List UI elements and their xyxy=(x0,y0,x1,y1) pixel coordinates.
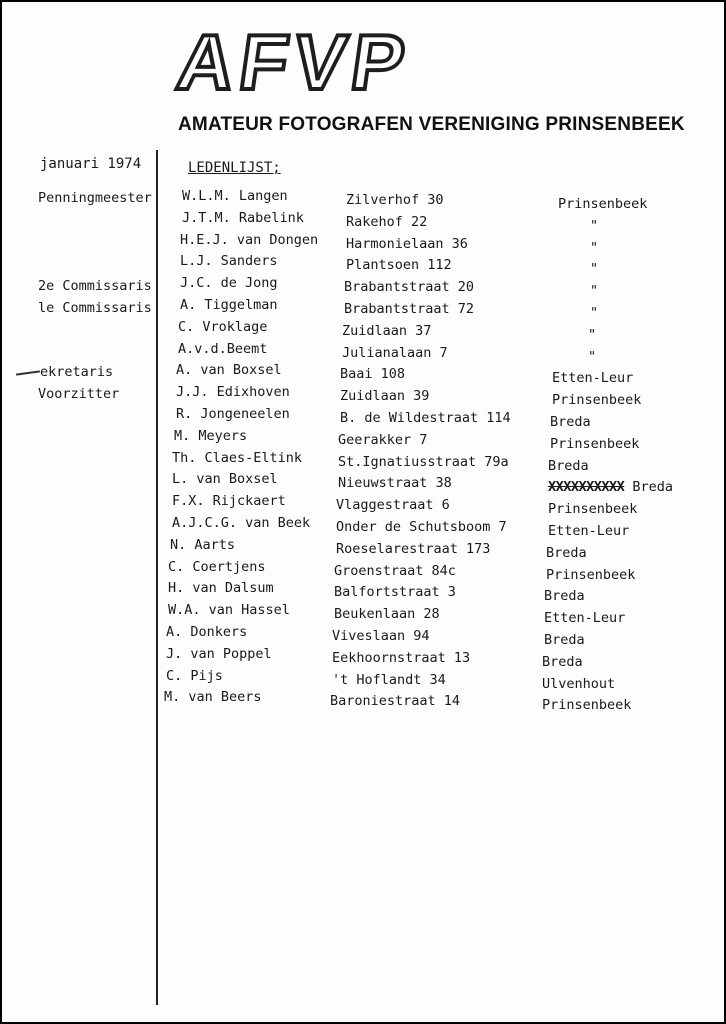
member-address: Eekhoornstraat 13 xyxy=(332,649,471,666)
role-sekretaris: ekretaris xyxy=(40,364,114,380)
member-name: H.E.J. van Dongen xyxy=(180,231,319,248)
member-address: Baroniestraat 14 xyxy=(330,693,461,710)
member-city: Breda xyxy=(544,588,585,605)
member-name: W.L.M. Langen xyxy=(182,188,288,204)
member-address: Nieuwstraat 38 xyxy=(338,475,452,492)
member-name: J.J. Edixhoven xyxy=(176,384,290,401)
member-address: Groenstraat 84c xyxy=(334,562,456,579)
member-name: Th. Claes-Eltink xyxy=(172,449,303,466)
role-1e-commissaris: le Commissaris xyxy=(38,300,152,316)
member-city: " xyxy=(588,326,597,343)
member-address: Balfortstraat 3 xyxy=(334,584,456,601)
member-name: A. van Boxsel xyxy=(176,362,282,379)
member-address: Vlaggestraat 6 xyxy=(336,497,450,514)
member-name: R. Jongeneelen xyxy=(176,406,290,422)
member-city: Prinsenbeek xyxy=(548,501,638,518)
role-penningmeester: Penningmeester xyxy=(38,190,152,206)
member-name: C. Vroklage xyxy=(178,318,268,335)
member-city: Etten-Leur xyxy=(544,610,626,627)
member-name: M. van Beers xyxy=(164,689,262,706)
member-city: Etten-Leur xyxy=(548,523,630,539)
role-2e-commissaris: 2e Commissaris xyxy=(38,278,152,294)
member-address: Baai 108 xyxy=(340,366,406,383)
member-name: A. Tiggelman xyxy=(180,297,278,313)
member-city: Breda xyxy=(544,632,585,648)
member-city: Breda xyxy=(548,457,589,474)
member-address: Zilverhof 30 xyxy=(346,192,444,208)
member-address: Zuidlaan 37 xyxy=(342,322,432,339)
member-name: J.C. de Jong xyxy=(180,275,278,292)
margin-rule xyxy=(156,150,158,1005)
member-city: Prinsenbeek xyxy=(558,196,648,212)
member-city-text: Breda xyxy=(632,479,674,496)
handwritten-mark xyxy=(16,370,40,375)
member-address: St.Ignatiusstraat 79a xyxy=(338,453,509,470)
member-city: Etten-Leur xyxy=(552,370,634,387)
member-name: A.v.d.Beemt xyxy=(178,340,268,357)
member-address: Zuidlaan 39 xyxy=(340,388,430,405)
member-city xyxy=(548,479,673,495)
member-name: L. van Boxsel xyxy=(172,471,278,488)
logo-text: AFVP xyxy=(171,18,417,106)
member-name: N. Aarts xyxy=(170,536,236,553)
member-name: H. van Dalsum xyxy=(168,580,274,597)
member-name: J. van Poppel xyxy=(166,645,272,662)
member-city: Prinsenbeek xyxy=(542,697,632,714)
member-address: Harmonielaan 36 xyxy=(346,235,468,252)
member-address: Rakehof 22 xyxy=(346,213,428,230)
member-city: Prinsenbeek xyxy=(546,566,636,583)
member-address: Plantsoen 112 xyxy=(346,257,452,274)
member-address: Viveslaan 94 xyxy=(332,628,430,644)
member-name: J.T.M. Rabelink xyxy=(182,209,304,226)
member-address: Roeselarestraat 173 xyxy=(336,540,491,557)
member-name: A.J.C.G. van Beek xyxy=(172,515,311,531)
member-address: Julianalaan 7 xyxy=(342,344,448,361)
member-name: A. Donkers xyxy=(166,624,248,640)
member-name: M. Meyers xyxy=(174,427,248,444)
member-address: Geerakker 7 xyxy=(338,431,428,448)
member-address: B. de Wildestraat 114 xyxy=(340,410,511,426)
member-city: Prinsenbeek xyxy=(550,435,640,452)
member-city: Prinsenbeek xyxy=(552,392,642,409)
member-city: " xyxy=(588,348,597,365)
member-city: Breda xyxy=(550,414,591,430)
member-city: Ulvenhout xyxy=(542,675,616,692)
member-address: Onder de Schutsboom 7 xyxy=(336,519,507,535)
member-city: " xyxy=(590,217,599,234)
member-city: " xyxy=(590,261,599,278)
member-name: W.A. van Hassel xyxy=(168,602,290,619)
role-voorzitter: Voorzitter xyxy=(38,386,120,402)
member-address: Brabantstraat 20 xyxy=(344,279,475,296)
member-address: Beukenlaan 28 xyxy=(334,606,440,623)
member-name: L.J. Sanders xyxy=(180,253,278,270)
member-city: Breda xyxy=(542,653,583,670)
member-address: 't Hoflandt 34 xyxy=(332,671,446,688)
member-name: C. Pijs xyxy=(166,667,223,684)
member-city: " xyxy=(590,283,599,300)
member-city: " xyxy=(590,305,599,321)
struck-out-text: XXXXXXXXXX xyxy=(548,479,625,496)
member-name: C. Coertjens xyxy=(168,558,266,575)
list-title: LEDENLIJST; xyxy=(188,160,281,176)
club-name: AMATEUR FOTOGRAFEN VERENIGING PRINSENBEEK xyxy=(178,114,685,135)
club-logo xyxy=(171,16,468,108)
document-date: januari 1974 xyxy=(40,156,142,172)
member-name: F.X. Rijckaert xyxy=(172,493,286,510)
member-city: " xyxy=(590,239,599,256)
member-city: Breda xyxy=(546,544,587,561)
member-address: Brabantstraat 72 xyxy=(344,301,475,317)
